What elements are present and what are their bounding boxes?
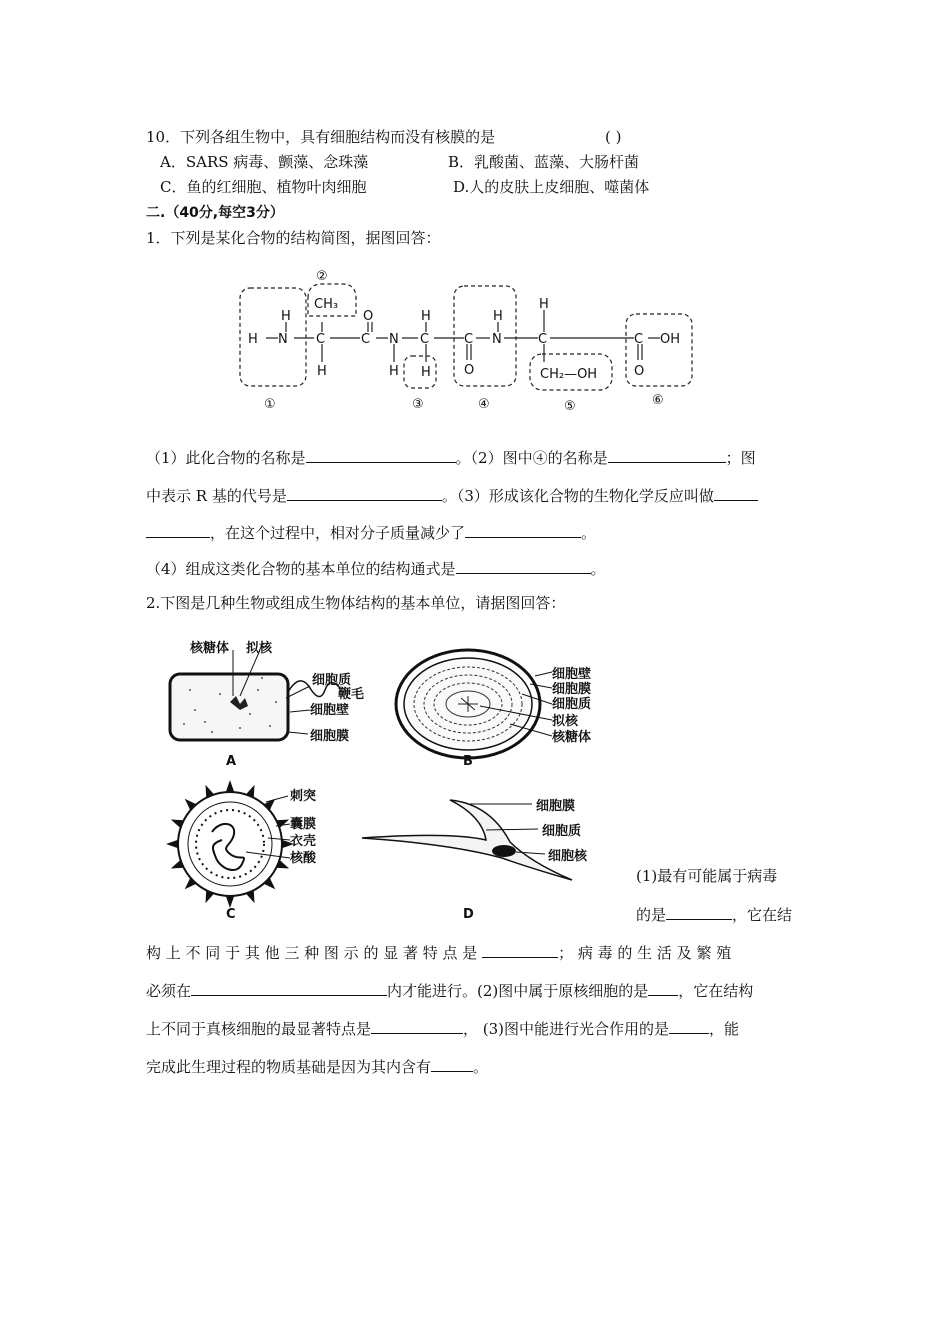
figure-letter-a: A	[226, 754, 237, 769]
text: ； 病 毒 的 生 活 及 繁 殖	[558, 944, 732, 962]
label-cell-wall: 细胞壁	[310, 703, 350, 718]
label-flagellum: 鞭毛	[338, 687, 365, 702]
q10-stem: 10．下列各组生物中，具有细胞结构而没有核膜的是	[146, 128, 496, 146]
answer-blank[interactable]	[482, 942, 558, 958]
text: 完成此生理过程的物质基础是因为其内含有	[146, 1058, 432, 1076]
atom-o: O	[464, 363, 475, 378]
answer-blank[interactable]	[431, 1056, 473, 1072]
q10-option-d: D.人的皮肤上皮细胞、噬菌体	[453, 178, 650, 196]
figure-d-cell	[362, 798, 588, 922]
text: ，在这个过程中，相对分子质量减少了	[210, 524, 466, 542]
q1-line-3	[146, 522, 806, 543]
text: ，能	[709, 1020, 740, 1038]
atom-n: N	[492, 332, 502, 347]
atom-h: H	[281, 309, 291, 324]
text: 必须在	[146, 982, 192, 1000]
figure-letter-b: B	[463, 754, 473, 769]
label-1: ①	[264, 397, 276, 412]
answer-blank[interactable]	[456, 558, 591, 574]
atom-h: H	[493, 309, 503, 324]
text: 中表示 R 基的代号是	[146, 487, 287, 505]
answer-blank[interactable]	[371, 1018, 463, 1034]
answer-blank[interactable]	[306, 447, 456, 463]
text: 。（2）图中④的名称是	[455, 449, 608, 467]
label-capsid: 衣壳	[290, 834, 317, 849]
q2-line-5	[146, 1056, 806, 1077]
label-cell-membrane: 细胞膜	[310, 729, 350, 744]
label-cytoplasm: 细胞质	[542, 824, 582, 839]
label-nucleoid: 拟核	[246, 641, 273, 656]
atom-h: H	[389, 364, 399, 379]
answer-blank[interactable]	[465, 522, 581, 538]
text: 。	[581, 524, 597, 542]
text: ，它在结	[732, 906, 793, 924]
q10-option-a: A．SARS 病毒、颤藻、念珠藻	[160, 153, 369, 171]
cell-figures	[150, 632, 620, 932]
answer-blank[interactable]	[146, 522, 210, 538]
text: 构 上 不 同 于 其 他 三 种 图 示 的 显 著 特 点 是	[146, 944, 478, 962]
answer-paren: ( )	[605, 128, 622, 146]
label-cell-wall: 细胞壁	[552, 667, 592, 682]
q1-stem: 1．下列是某化合物的结构简图，据图回答：	[146, 229, 441, 247]
atom-c: C	[634, 332, 644, 347]
atom-o: O	[363, 309, 374, 324]
label-nucleus: 细胞核	[548, 849, 588, 864]
text: 。	[590, 560, 606, 578]
atom-ch2oh: CH₂—OH	[540, 367, 598, 382]
figure-letter-c: C	[226, 907, 236, 922]
answer-blank[interactable]	[648, 980, 678, 996]
q1-line-1	[146, 447, 806, 468]
figure-c-virus	[166, 780, 317, 922]
text: （1）此化合物的名称是	[146, 449, 306, 467]
atom-h: H	[539, 297, 549, 312]
q1-line-2	[146, 485, 806, 506]
atom-o: O	[634, 364, 645, 379]
answer-blank[interactable]	[287, 485, 442, 501]
answer-blank[interactable]	[191, 980, 387, 996]
atom-oh: OH	[660, 332, 681, 347]
text: 内才能进行。(2)图中属于原核细胞的是	[387, 982, 649, 1000]
atom-h: H	[421, 365, 431, 380]
q2-sub1-start: (1)最有可能属于病毒	[636, 867, 778, 885]
text: 上不同于真核细胞的最显著特点是	[146, 1020, 372, 1038]
atom-c: C	[464, 332, 474, 347]
label-nucleic-acid: 核酸	[290, 851, 317, 866]
label-cytoplasm: 细胞质	[552, 697, 592, 712]
label-spike: 刺突	[290, 789, 317, 804]
atom-c: C	[316, 332, 326, 347]
label-5: ⑤	[564, 399, 576, 414]
text: ，它在结构	[678, 982, 754, 1000]
text: 。	[473, 1058, 489, 1076]
q2-sub1-line	[636, 904, 792, 925]
answer-blank[interactable]	[608, 447, 726, 463]
label-cytoplasm: 细胞质	[312, 673, 352, 688]
label-2: ②	[316, 269, 328, 284]
figure-a-bacterium	[170, 640, 364, 769]
answer-blank[interactable]	[714, 485, 758, 501]
text: ；图	[725, 449, 756, 467]
label-3: ③	[412, 397, 424, 412]
section-heading: 二.（40分,每空3分）	[146, 205, 284, 221]
q1-line-4	[146, 558, 806, 579]
label-ribosome: 核糖体	[190, 641, 230, 656]
text: （4）组成这类化合物的基本单位的结构通式是	[146, 560, 456, 578]
atom-c: C	[538, 332, 548, 347]
atom-h: H	[317, 364, 327, 379]
atom-h: H	[248, 332, 258, 347]
figure-b-cyanobacterium	[396, 650, 591, 769]
peptide-structure-diagram	[230, 258, 710, 418]
text: 的是	[636, 906, 667, 924]
label-6: ⑥	[652, 393, 664, 408]
text: ， (3)图中能进行光合作用的是	[463, 1020, 670, 1038]
q2-stem: 2.下图是几种生物或组成生物体结构的基本单位，请据图回答：	[146, 594, 566, 612]
figure-letter-d: D	[463, 907, 474, 922]
label-envelope: 囊膜	[290, 817, 317, 832]
label-nucleoid: 拟核	[552, 714, 579, 729]
answer-blank[interactable]	[669, 1018, 709, 1034]
atom-h: H	[421, 309, 431, 324]
label-cell-membrane: 细胞膜	[536, 799, 576, 814]
atom-c: C	[361, 332, 371, 347]
q2-line-4	[146, 1018, 806, 1039]
label-ribosome: 核糖体	[552, 730, 592, 745]
answer-blank[interactable]	[666, 904, 732, 920]
label-cell-membrane: 细胞膜	[552, 682, 592, 697]
atom-n: N	[389, 332, 399, 347]
atom-c: C	[420, 332, 430, 347]
atom-n: N	[278, 332, 288, 347]
atom-ch3: CH₃	[314, 297, 339, 312]
q10-option-b: B．乳酸菌、蓝藻、大肠杆菌	[448, 153, 640, 171]
q2-line-3	[146, 980, 806, 1001]
q2-line-2	[146, 942, 806, 963]
label-4: ④	[478, 397, 490, 412]
text: 。（3）形成该化合物的生物化学反应叫做	[441, 487, 714, 505]
q10-option-c: C．鱼的红细胞、植物叶肉细胞	[160, 178, 367, 196]
